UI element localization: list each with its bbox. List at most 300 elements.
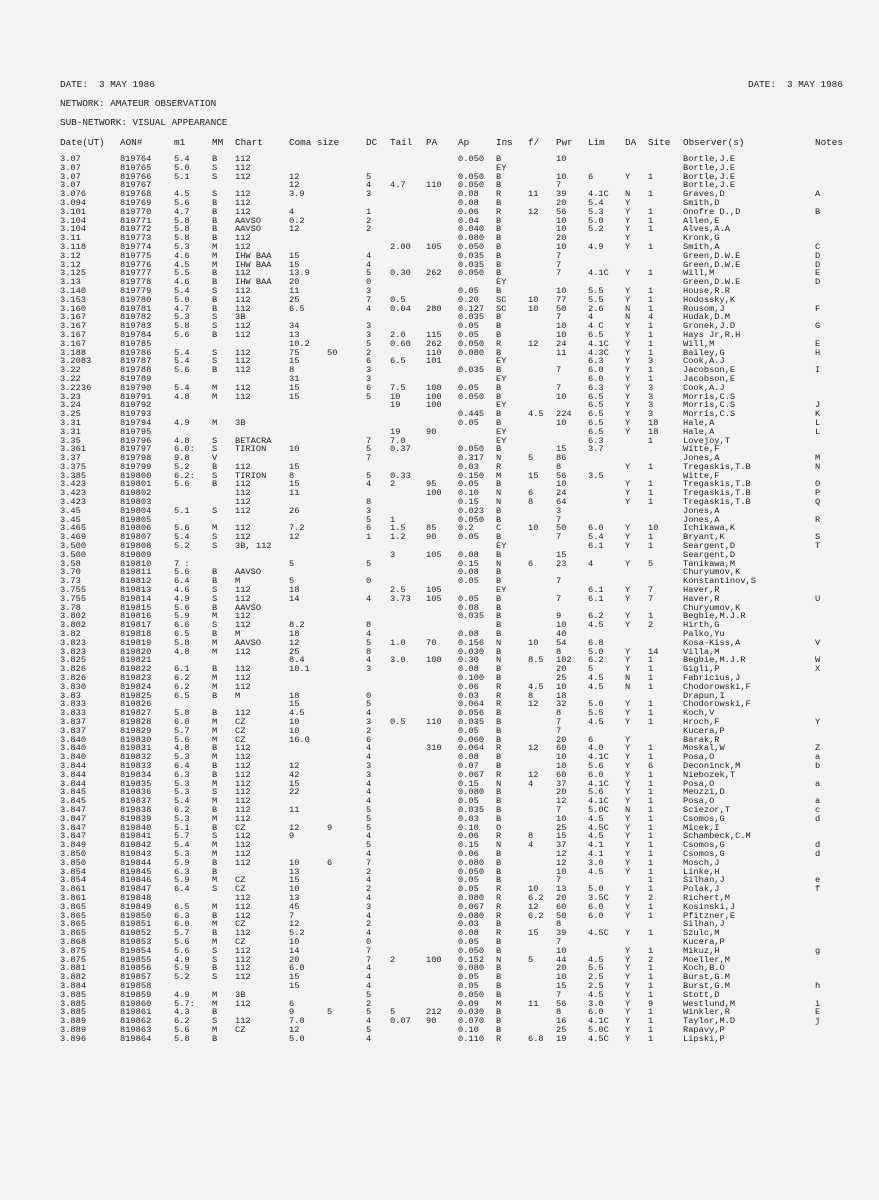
table-cell: Y [625,954,631,965]
table-cell: 0.06 [458,831,479,842]
table-cell: 1 [648,611,654,622]
table-cell: 10 [556,866,567,877]
table-cell: 5.6 [174,479,190,490]
table-cell: 3.160 [60,303,87,314]
table-cell: 6 [588,734,594,745]
table-cell: Westlund,M [683,998,736,1009]
table-cell: M [212,813,218,824]
table-cell: 0.035 [458,250,485,261]
table-cell: 1 [648,1016,654,1027]
table-cell: 12 [289,1024,300,1035]
table-cell: Y [625,461,631,472]
table-cell: Y [625,664,631,675]
table-cell: 6 [366,523,372,534]
table-cell: 6.2 [588,655,604,666]
table-cell: 6.1 [588,593,604,604]
table-cell: 12 [289,224,300,235]
table-cell: 0.05 [458,382,479,393]
table-cell: Witte,F [683,444,720,455]
table-cell: 14 [289,593,300,604]
table-cell: 11 [289,488,300,499]
table-cell: 6.0: [174,444,195,455]
table-cell: 0.06 [458,206,479,217]
table-cell: 6.5 [588,417,604,428]
table-cell: B [496,936,502,947]
table-cell: 819828 [120,717,152,727]
table-cell: Mosch,J [683,857,720,868]
table-cell: 6.4 [174,576,190,587]
table-cell: 4 [588,558,594,569]
table-cell: 8 [556,646,562,657]
table-cell: 819770 [120,206,152,217]
table-cell: 7 : [174,558,190,569]
table-cell: 101 [426,356,442,367]
table-cell: M [212,734,218,745]
table-cell: 4 [366,180,372,191]
table-cell: 4.5 [289,708,305,719]
table-cell: 1 [648,708,654,719]
table-cell: B [496,329,502,340]
table-cell: 7 [556,804,562,815]
table-cell: R [496,690,502,701]
table-cell: 105 [426,593,442,604]
table-cell: 112 [235,646,251,657]
table-cell: 4 [366,259,372,270]
table-cell: 5.6 [174,197,190,208]
column-header: Tail [390,137,413,148]
table-cell: 3.0 [588,857,604,868]
table-cell: R [496,1033,502,1044]
table-cell: 3.837 [60,717,87,727]
table-cell: 4 [366,910,372,921]
table-cell: 112 [235,813,251,824]
table-cell: B [496,717,502,727]
table-cell: 819829 [120,725,152,736]
column-header: Observer(s) [683,137,745,148]
table-cell: 112 [235,294,251,305]
table-cell: 5.4 [174,796,190,807]
table-cell: 0.2 [458,523,474,534]
table-cell: 3 [390,549,396,560]
table-cell: 112 [235,523,251,534]
table-cell: 13 [289,892,300,903]
table-cell: B [212,928,218,939]
table-cell: Y [625,1024,631,1035]
table-cell: 12 [556,796,567,807]
table-cell: f [815,884,821,895]
table-cell: 50 [556,523,567,534]
table-cell: 3.82 [60,629,81,640]
table-cell: Y [625,778,631,789]
table-cell: Kucera,P [683,725,725,736]
table-cell: 819774 [120,241,152,252]
table-cell: 3.865 [60,928,87,939]
table-cell: Niebozek,T [683,769,736,780]
table-cell: 112 [235,664,251,675]
table-cell: Bryant,K [683,532,725,543]
table-cell: Begbie,M.J.R [683,655,746,666]
table-cell: Y [625,541,631,552]
table-cell: 819784 [120,329,152,340]
table-cell: Richert,M [683,892,730,903]
table-cell: 6.1 [588,585,604,596]
table-cell: 1 [648,910,654,921]
table-cell: 112 [235,479,251,490]
table-cell: 5 [366,1007,372,1018]
table-cell: 6.5 [390,356,406,367]
table-cell: 819848 [120,892,152,903]
table-cell: 1 [648,321,654,332]
table-cell: 12 [289,532,300,543]
table-cell: 20 [556,787,567,798]
table-cell: Y [625,382,631,393]
table-cell: Will,M [683,268,715,279]
table-cell: Posa,O [683,778,715,789]
table-cell: 0.030 [458,646,485,657]
table-cell: 4 [366,875,372,886]
table-cell: 819854 [120,945,152,956]
table-cell: 819778 [120,277,152,288]
table-cell: 112 [235,206,251,217]
table-cell: IHW BAA [235,277,272,288]
table-cell: 2 [390,954,396,965]
table-cell: Chodorowski,F [683,681,751,692]
table-cell: EY [496,277,507,288]
table-cell: 3 [648,391,654,402]
table-cell: 4.5 [588,989,604,1000]
table-cell: 819765 [120,162,152,173]
table-cell: TIRION [235,470,267,481]
table-cell: 6.3 [588,435,604,446]
table-cell: B [496,444,502,455]
table-cell: 6.0 [588,523,604,534]
table-cell: 4.8 [174,435,190,446]
table-cell: M [235,690,241,701]
table-cell: 3.881 [60,963,87,974]
table-cell: 5.2 [174,541,190,552]
table-cell: 819797 [120,444,152,455]
table-cell: 1 [648,787,654,798]
table-cell: 4.6 [174,277,190,288]
table-cell: L [815,426,821,437]
table-cell: R [496,901,502,912]
table-cell: 3.22 [60,365,81,376]
table-cell: 18 [289,585,300,596]
table-cell: 819772 [120,224,152,235]
table-cell: 1 [648,1033,654,1044]
table-cell: B [496,734,502,745]
table-cell: R [496,910,502,921]
table-cell: 1 [648,972,654,983]
table-cell: 10 [556,285,567,296]
table-cell: 5 [366,558,372,569]
table-cell: 0 [366,576,372,587]
table-cell: S [212,1016,218,1027]
table-cell: O [815,479,821,490]
table-cell: 280 [426,303,442,314]
table-cell: 819795 [120,426,152,437]
table-cell: Y [625,329,631,340]
table-cell: 819864 [120,1033,152,1044]
table-cell: 819789 [120,373,152,384]
table-cell: 819839 [120,813,152,824]
table-cell: 1 [648,532,654,543]
table-cell: Y [625,717,631,727]
table-cell: 3 [366,329,372,340]
table-cell: 0.05 [458,972,479,983]
table-cell: 1 [648,875,654,886]
table-cell: 5.8 [174,708,190,719]
table-cell: 112 [235,171,251,182]
table-cell: S [212,945,218,956]
table-cell: 9 [289,831,295,842]
table-cell: 0.05 [458,936,479,947]
table-cell: 18 [289,629,300,640]
table-cell: 10 [556,972,567,983]
table-cell: 0.2 [289,215,305,226]
table-cell: 0.07 [390,1016,411,1027]
table-cell: 5 [390,1007,396,1018]
table-cell: 100 [426,391,442,402]
table-cell: 5.6 [174,945,190,956]
table-cell: 1 [648,980,654,991]
table-cell: 4 [366,1016,372,1027]
table-cell: B [496,787,502,798]
table-cell: 10.1 [289,664,310,675]
table-cell: M [212,417,218,428]
table-cell: 4.9 [174,417,190,428]
table-cell: 5 [327,1007,333,1018]
table-cell: 3.830 [60,681,87,692]
table-cell: 819780 [120,294,152,305]
table-cell: 819792 [120,400,152,411]
table-cell: 8 [556,1007,562,1018]
table-cell: S [212,954,218,965]
table-cell: B [496,514,502,525]
table-cell: N [625,189,631,200]
table-cell: 5.5 [588,963,604,974]
table-cell: R [496,892,502,903]
table-cell: R [496,461,502,472]
table-cell: 2 [648,892,654,903]
table-cell: 10 [556,681,567,692]
table-cell: C [496,523,502,534]
table-cell: 0.5 [390,294,406,305]
table-cell: 3.885 [60,989,87,1000]
table-cell: 0.035 [458,365,485,376]
table-cell: 16 [556,1016,567,1027]
table-cell: 4.5 [528,681,544,692]
table-cell: 3.385 [60,470,87,481]
table-cell: 4.5 [588,673,604,684]
table-cell: 0.15 [458,778,479,789]
table-cell: B [496,945,502,956]
table-cell: 112 [235,892,251,903]
table-cell: 3.885 [60,998,87,1009]
table-cell: 1 [648,743,654,754]
table-cell: 6.0 [588,769,604,780]
table-cell: 819786 [120,347,152,358]
table-cell: 112 [235,910,251,921]
table-cell: 5.6 [588,787,604,798]
table-cell: S [212,884,218,895]
table-cell: Churyumov,K [683,567,741,578]
table-cell: B [212,268,218,279]
table-cell: 0.60 [390,338,411,349]
table-cell: B [212,857,218,868]
table-cell: 0.080 [458,892,485,903]
table-cell: S [212,620,218,631]
table-cell: S [815,532,821,543]
table-cell: 32 [556,699,567,710]
table-cell: S [212,787,218,798]
table-cell: EY [496,426,507,437]
table-cell: 1 [648,681,654,692]
table-cell: M [212,611,218,622]
table-cell: 0.050 [458,514,485,525]
table-cell: 75 [289,347,300,358]
table-cell: 0.05 [458,796,479,807]
table-cell: 819838 [120,804,152,815]
table-cell: 2 [366,919,372,930]
table-cell: 3 [366,321,372,332]
table-cell: 112 [235,532,251,543]
table-cell: 0.050 [458,180,485,191]
table-cell: 18 [556,690,567,701]
table-cell: 34 [289,321,300,332]
table-cell: 5.8 [174,1033,190,1044]
table-cell: C [815,241,821,252]
table-cell: 5.2 [174,972,190,983]
table-cell: 11 [528,189,539,200]
table-cell: 112 [235,796,251,807]
table-cell: 5.0 [289,1033,305,1044]
table-cell: 6.5 [174,690,190,701]
table-cell: Y [625,497,631,508]
table-cell: 1 [366,206,372,217]
table-cell: F [815,303,821,314]
table-cell: 112 [235,778,251,789]
table-cell: L [815,417,821,428]
table-cell: 1 [648,479,654,490]
table-cell: 8 [289,365,295,376]
table-cell: 20 [556,233,567,244]
table-cell: N [625,312,631,323]
table-cell: 1 [648,963,654,974]
table-cell: 1 [648,294,654,305]
table-cell: 56 [556,470,567,481]
table-cell: B [212,1007,218,1018]
table-cell: B [496,760,502,771]
table-cell: 5 [289,576,295,587]
observation-table [0,155,879,1043]
column-header: Chart [235,137,263,148]
table-cell: B [496,224,502,235]
table-cell: 3 [648,356,654,367]
table-cell: 5.8 [174,637,190,648]
table-cell: 0.067 [458,769,485,780]
table-cell: 3.847 [60,804,87,815]
table-cell: 224 [556,409,572,420]
table-cell: 15 [289,382,300,393]
table-cell: 25 [289,646,300,657]
table-cell: 5 [289,558,295,569]
table-cell: Schambeck,C.M [683,831,751,842]
table-cell: 819850 [120,910,152,921]
table-cell: 12 [528,338,539,349]
table-cell: 5 [588,664,594,675]
table-cell: 5 [366,699,372,710]
table-cell: 0.37 [390,444,411,455]
table-cell: 3.826 [60,664,87,675]
table-cell: 5.8 [174,224,190,235]
table-cell: 3.861 [60,892,87,903]
table-cell: 7 [556,576,562,587]
table-cell: 10 [289,444,300,455]
table-cell: M [212,901,218,912]
table-cell: U [815,593,821,604]
table-cell: 4 [588,312,594,323]
table-cell: 0.030 [458,1007,485,1018]
table-cell: D [815,277,821,288]
table-cell: 0.03 [458,919,479,930]
table-cell: 4.5 [588,620,604,631]
table-cell: 105 [426,549,442,560]
table-cell: B [496,576,502,587]
table-cell: 1 [648,329,654,340]
table-cell: 4 [366,752,372,763]
table-cell: 10 [289,936,300,947]
table-cell: 819787 [120,356,152,367]
table-cell: CZ [235,919,246,930]
table-cell: 1 [648,664,654,675]
table-cell: 112 [235,1016,251,1027]
table-cell: 5.6 [174,734,190,745]
table-cell: 0.5 [390,717,406,727]
table-cell: 100 [426,954,442,965]
table-cell: 819858 [120,980,152,991]
table-cell: 12 [528,743,539,754]
table-cell: 6.5 [588,409,604,420]
table-cell: 0.150 [458,470,485,481]
table-cell: Y [625,426,631,437]
table-cell: M [212,673,218,684]
table-cell: 100 [426,400,442,411]
table-cell: 5.7 [174,928,190,939]
table-cell: 10 [556,391,567,402]
table-cell: 10 [390,391,401,402]
table-cell: 6.2 [528,910,544,921]
table-cell: B [496,752,502,763]
table-cell: 5.0C [588,1024,609,1035]
table-cell: 3.24 [60,400,81,411]
table-cell: 3.833 [60,699,87,710]
table-cell: 3.7 [588,444,604,455]
table-cell: M [212,919,218,930]
table-cell: 3.840 [60,734,87,745]
table-cell: 3.884 [60,980,87,991]
table-cell: 5.7: [174,998,195,1009]
table-cell: Lovejoy,T [683,435,730,446]
table-cell: 5.2 [289,928,305,939]
table-cell: Mikuz,H [683,945,720,956]
table-cell: 0.127 [458,303,485,314]
table-cell: 1 [390,514,396,525]
table-cell: 5 [648,558,654,569]
table-cell: 0.09 [458,998,479,1009]
table-cell: 4.9 [174,593,190,604]
table-cell: 5.3 [174,241,190,252]
